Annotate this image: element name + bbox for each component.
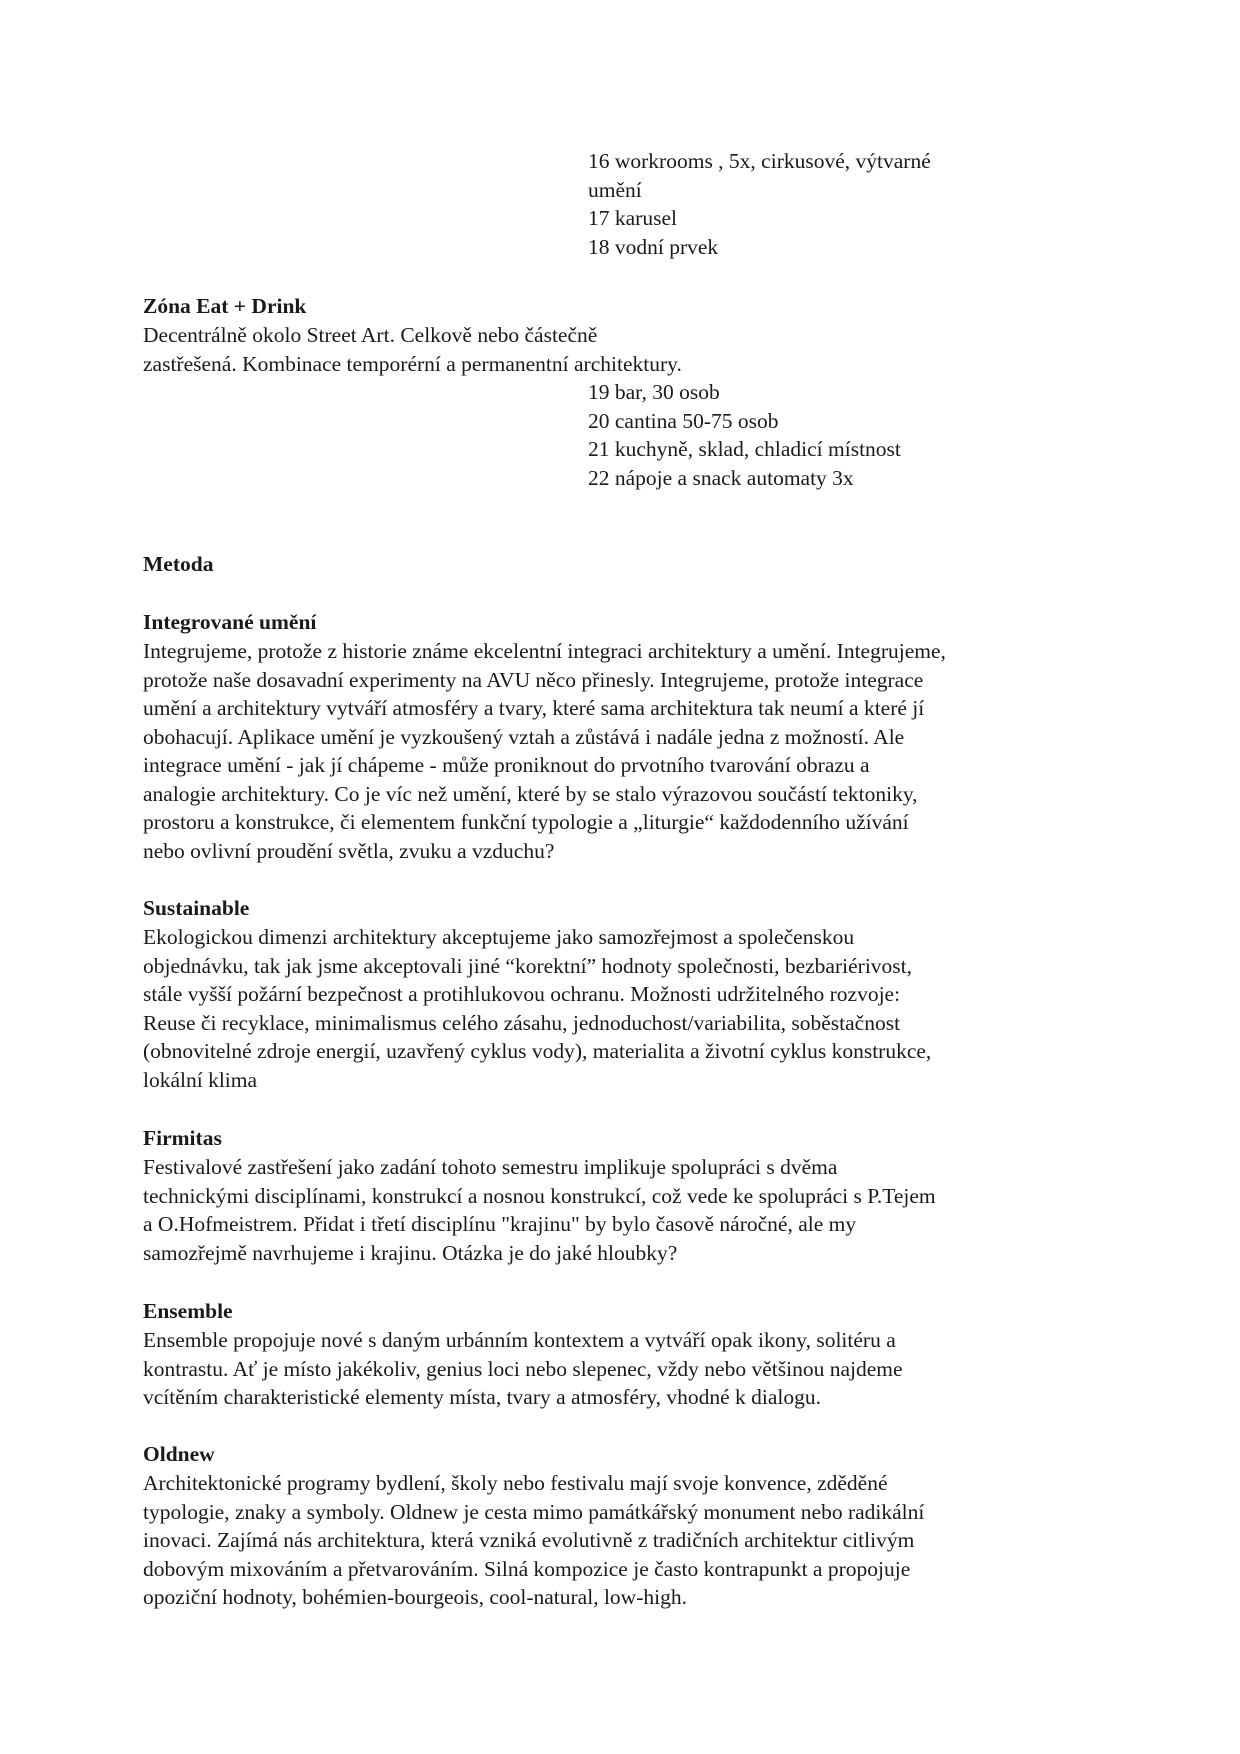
paragraph-line: vcítěním charakteristické elementy místa, tvary a atmosféry, vhodné k dialogu. [143,1385,822,1409]
eat-drink-text [143,321,682,378]
paragraph-line: Integrujeme, protože z historie známe ekcelentní integraci architektury a umění. Integrujeme, [143,639,946,663]
list-item: umění [588,177,642,202]
section-heading-oldnew: Oldnew [143,1442,215,1466]
section-body-firmitas [143,1153,936,1267]
paragraph-line: umění a architektury vytváří atmosféry a tvary, které sama architektura tak neumí a které jí [143,696,925,720]
metoda-heading: Metoda [143,552,214,576]
list-item: 20 cantina 50-75 osob [588,408,779,433]
paragraph-line: stále vyšší požární bezpečnost a protihlukovou ochranu. Možnosti udržitelného rozvoje: [143,982,901,1006]
section-heading-ensemble: Ensemble [143,1299,233,1323]
paragraph-line: Decentrálně okolo Street Art. Celkově nebo částečně [143,323,598,347]
paragraph-line: Festivalové zastřešení jako zadání tohoto semestru implikuje spolupráci s dvěma [143,1155,838,1179]
paragraph-line: typologie, znaky a symboly. Oldnew je cesta mimo památkářský monument nebo radikální [143,1499,925,1524]
workrooms-list [588,147,931,261]
paragraph-line: dobovým mixováním a přetvarováním. Silná kompozice je často kontrapunkt a propojuje [143,1556,911,1581]
section-body-oldnew [143,1469,924,1612]
paragraph-line: Ekologickou dimenzi architektury akceptujeme jako samozřejmost a společenskou [143,925,855,949]
section-body-ensemble [143,1326,903,1412]
paragraph-line: technickými disciplínami, konstrukcí a nosnou konstrukcí, což vede ke spolupráci s P.Tejem [143,1183,936,1208]
paragraph-line: protože naše dosavadní experimenty na AVU něco přinesly. Integrujeme, protože integrace [143,667,924,692]
paragraph-line: (obnovitelné zdroje energií, uzavřený cyklus vody), materialita a životní cyklus konstrukce, [143,1039,932,1063]
section-heading-sustainable: Sustainable [143,896,250,920]
section-heading-integrovane-umeni: Integrované umění [143,610,317,634]
list-item: 18 vodní prvek [588,234,719,259]
paragraph-line: samozřejmě navrhujeme i krajinu. Otázka je do jaké hloubky? [143,1240,678,1265]
section-body-integrovane-umeni [143,637,946,865]
section-body-sustainable [143,923,931,1094]
eat-drink-list [588,378,901,492]
paragraph-line: kontrastu. Ať je místo jakékoliv, genius loci nebo slepenec, vždy nebo většinou najdeme [143,1356,903,1381]
list-item: 17 karusel [588,206,677,230]
eat-drink-heading: Zóna Eat + Drink [143,294,307,318]
paragraph-line: a O.Hofmeistrem. Přidat i třetí disciplínu "krajinu" by bylo časově náročné, ale my [143,1212,857,1236]
paragraph-line: nebo ovlivní proudění světla, zvuku a vzduchu? [143,838,555,863]
paragraph-line: Architektonické programy bydlení, školy nebo festivalu mají svoje konvence, zděděné [143,1471,888,1495]
paragraph-line: objednávku, tak jak jsme akceptovali jiné “korektní” hodnoty společnosti, bezbariérivost, [143,953,913,978]
paragraph-line: analogie architektury. Co je víc než umění, které by se stalo výrazovou součástí tektoniky, [143,781,918,806]
paragraph-line: inovaci. Zajímá nás architektura, která vzniká evolutivně z tradičních architektur citlivým [143,1528,915,1552]
paragraph-line: obohacují. Aplikace umění je vyzkoušený vztah a zůstává i nadále jedna z možností. Ale [143,724,905,749]
paragraph-line: lokální klima [143,1067,258,1092]
list-item: 16 workrooms , 5x, cirkusové, výtvarné [588,149,931,173]
paragraph-line: Ensemble propojuje nové s daným urbánním kontextem a vytváří opak ikony, solitéru a [143,1328,896,1352]
section-heading-firmitas: Firmitas [143,1126,222,1150]
paragraph-line: opoziční hodnoty, bohémien-bourgeois, cool-natural, low-high. [143,1585,687,1609]
paragraph-line: integrace umění - jak jí chápeme - může proniknout do prvotního tvarování obrazu a [143,753,870,777]
list-item: 22 nápoje a snack automaty 3x [588,465,854,490]
list-item: 21 kuchyně, sklad, chladicí místnost [588,437,901,461]
list-item: 19 bar, 30 osob [588,380,720,404]
paragraph-line: zastřešená. Kombinace temporérní a permanentní architektury. [143,351,682,376]
paragraph-line: Reuse či recyklace, minimalismus celého zásahu, jednoduchost/variabilita, soběstačnost [143,1010,901,1035]
paragraph-line: prostoru a konstrukce, či elementem funkční typologie a „liturgie“ každodenního užívání [143,810,909,834]
